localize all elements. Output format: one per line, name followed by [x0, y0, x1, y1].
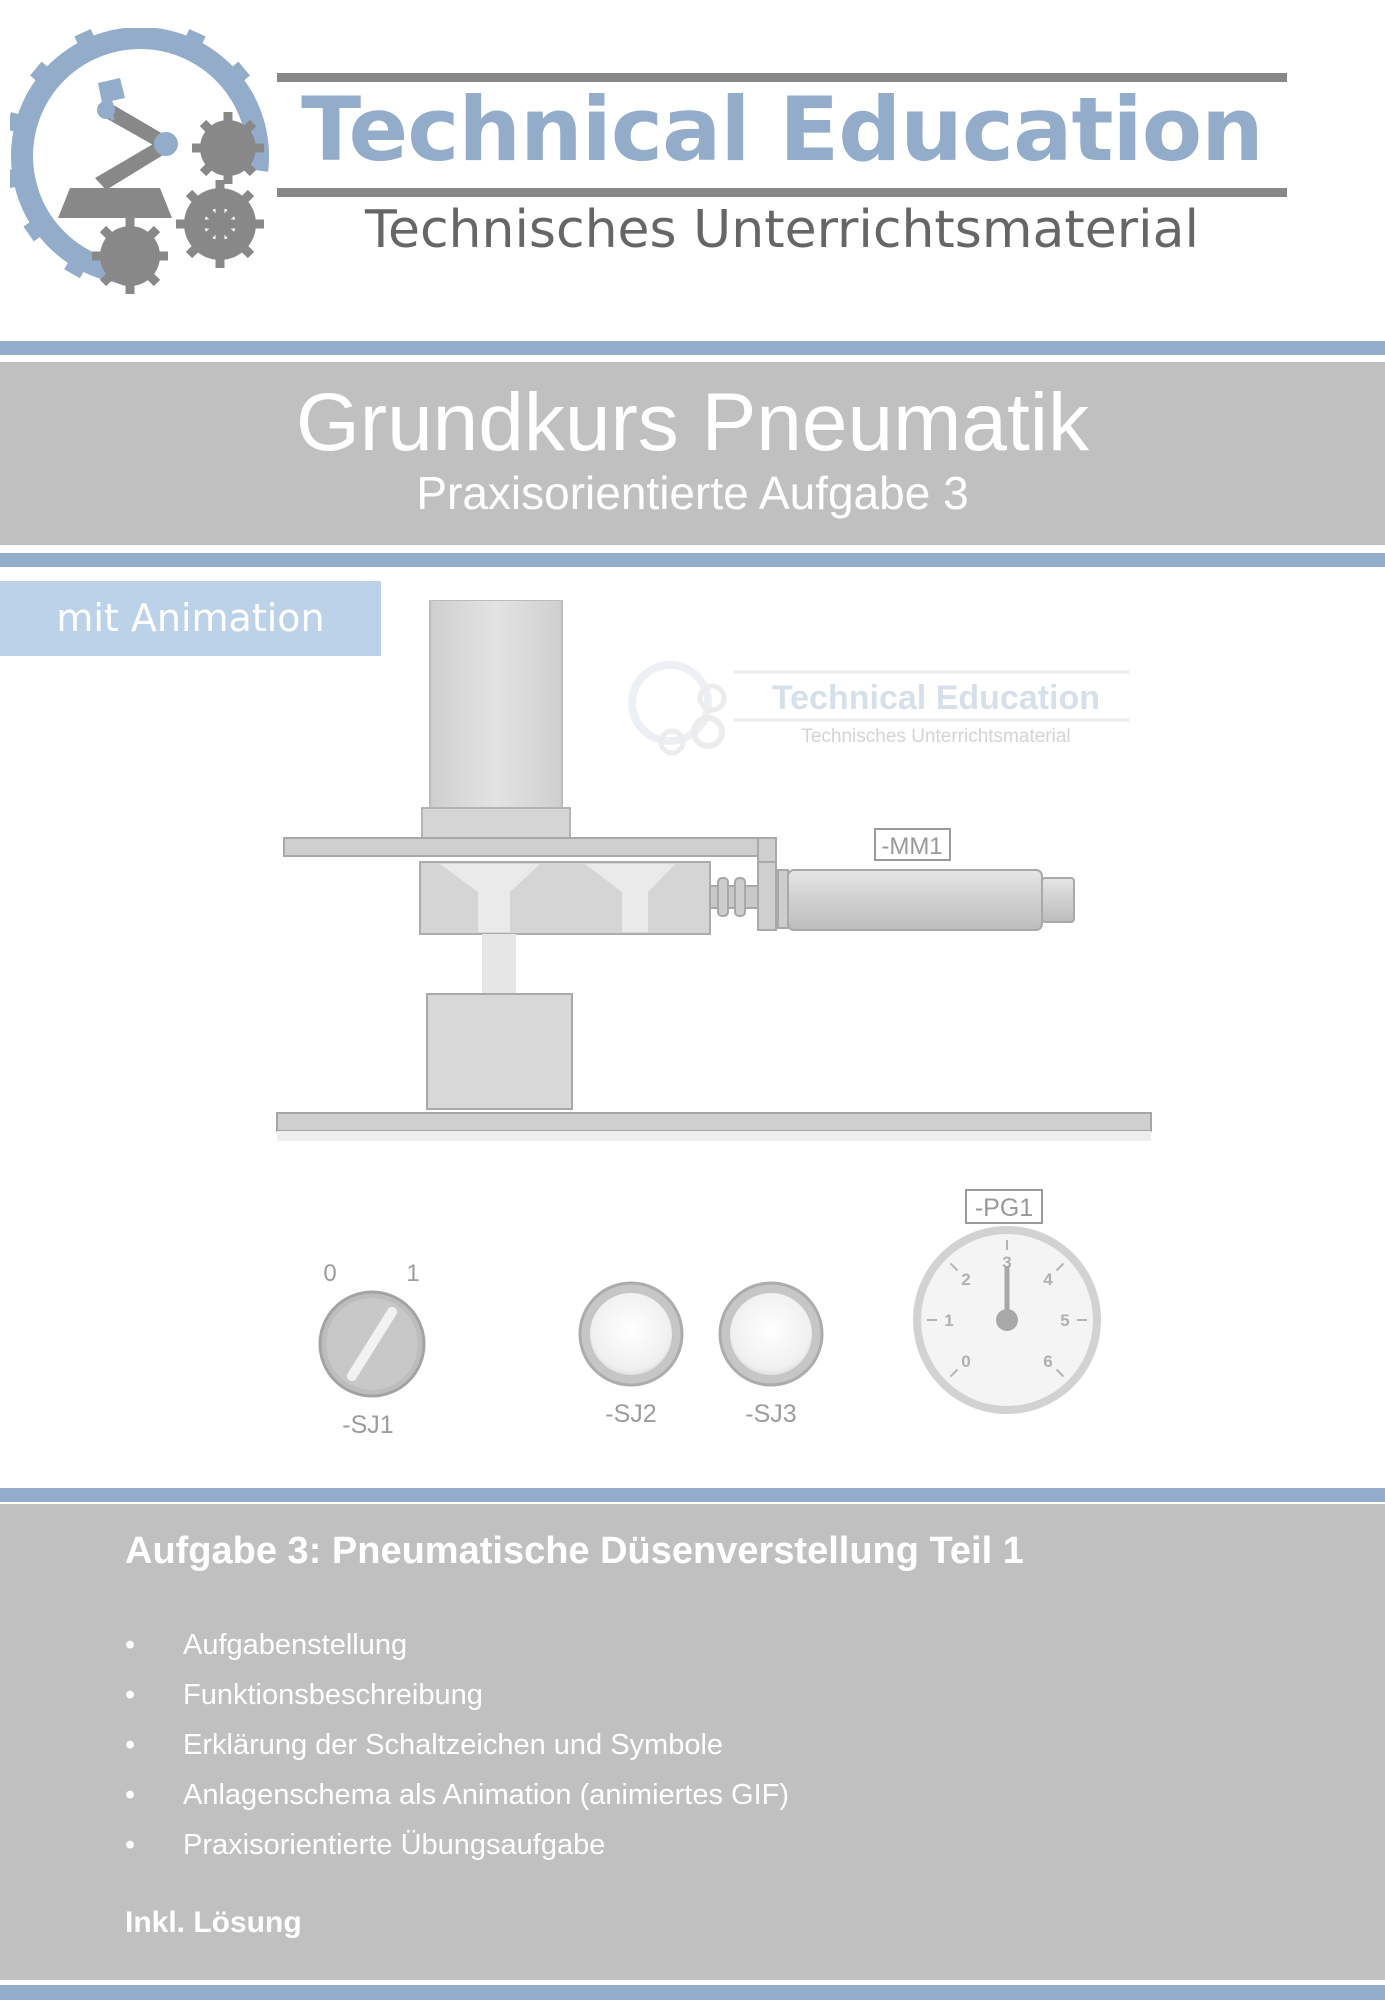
switch-position-0: 0: [323, 1260, 337, 1287]
gauge-label: -PG1: [974, 1194, 1034, 1222]
gauge-tick-label: 6: [1043, 1352, 1053, 1372]
pressure-gauge-pg1: [913, 1226, 1101, 1414]
info-bottom-stripe: [0, 1985, 1385, 2000]
container-box: [427, 994, 572, 1109]
brand-title: Technical Education: [301, 78, 1263, 181]
list-item: [125, 1720, 1225, 1770]
animation-badge-label: mit Animation: [56, 596, 325, 640]
gauge-tick-label: 3: [1002, 1253, 1012, 1272]
watermark-title: Technical Education: [771, 679, 1101, 717]
list-item: [125, 1620, 1225, 1670]
gauge-tick-label: 5: [1060, 1311, 1070, 1330]
vertical-column: [430, 600, 562, 812]
selector-switch-sj1: [320, 1292, 424, 1396]
solution-note: Inkl. Lösung: [125, 1906, 302, 1939]
list-item-text: Aufgabenstellung: [183, 1629, 408, 1661]
info-top-stripe: [0, 1488, 1385, 1502]
list-item: [125, 1820, 1225, 1870]
gauge-tick-label: 1: [944, 1311, 954, 1330]
title-bottom-stripe: [0, 553, 1385, 567]
bullet-icon: •: [125, 1829, 136, 1861]
task-title: Aufgabe 3: Pneumatische Düsenverstellung Teil 1: [125, 1530, 1024, 1572]
list-item: [125, 1670, 1225, 1720]
robot-arm-gears-icon: [10, 28, 272, 298]
button-3-label: -SJ3: [745, 1400, 797, 1428]
watermark-subtitle: Technisches Unterrichtsmaterial: [801, 726, 1071, 747]
list-item-text: Funktionsbeschreibung: [183, 1679, 483, 1711]
push-button-sj3: [720, 1283, 822, 1385]
bullet-icon: •: [125, 1679, 136, 1711]
switch-position-1: 1: [406, 1260, 420, 1287]
bullet-icon: •: [125, 1779, 136, 1811]
conveyor-belt: [277, 1113, 1151, 1131]
list-item-text: Erklärung der Schaltzeichen und Symbole: [183, 1729, 724, 1761]
list-item: [125, 1770, 1225, 1820]
title-top-stripe: [0, 341, 1385, 355]
brand-subtitle: Technisches Unterrichtsmaterial: [365, 200, 1199, 260]
nozzle-stream: [482, 934, 516, 994]
guide-plate: [284, 838, 776, 856]
switch-label: -SJ1: [342, 1411, 394, 1439]
pneumatic-system-illustration: [0, 600, 1385, 1480]
pneumatic-cylinder: [788, 870, 1042, 930]
cylinder-endcap: [1042, 878, 1074, 922]
cylinder-label: -MM1: [881, 833, 943, 860]
course-subtitle: Praxisorientierte Aufgabe 3: [416, 467, 969, 519]
gauge-tick-label: 2: [961, 1269, 971, 1289]
list-item-text: Praxisorientierte Übungsaufgabe: [183, 1829, 606, 1861]
course-title: Grundkurs Pneumatik: [295, 377, 1089, 468]
bullet-icon: •: [125, 1729, 136, 1761]
animation-badge: [0, 581, 381, 656]
bullet-icon: •: [125, 1629, 136, 1661]
gauge-tick-label: 4: [1043, 1269, 1053, 1289]
header-middle-rule: [277, 188, 1287, 197]
push-button-sj2: [580, 1283, 682, 1385]
gauge-tick-label: 0: [961, 1352, 971, 1372]
column-flange: [422, 808, 570, 838]
button-2-label: -SJ2: [605, 1400, 657, 1428]
list-item-text: Anlagenschema als Animation (animiertes GIF): [183, 1779, 790, 1811]
